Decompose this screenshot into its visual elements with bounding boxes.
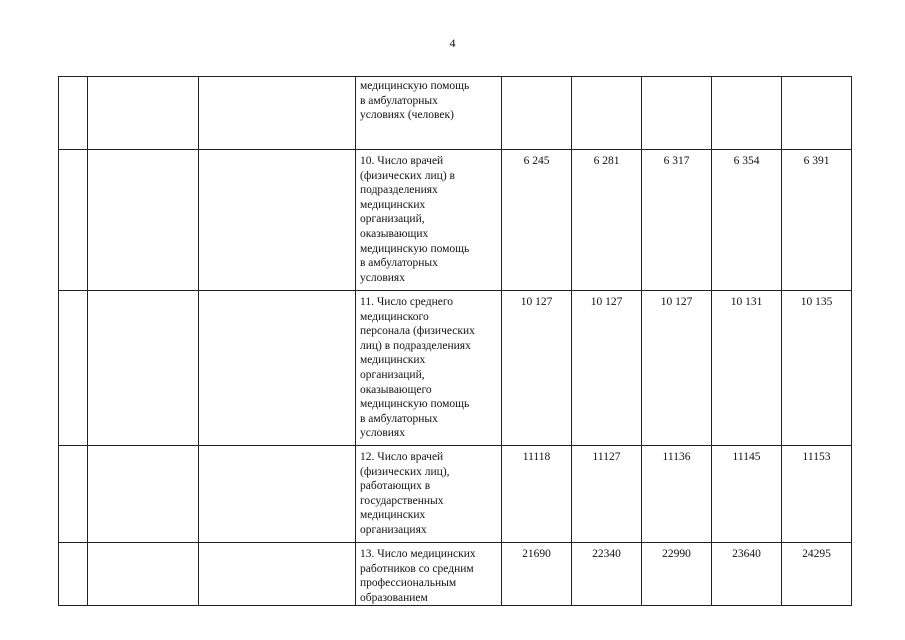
- empty-cell: [199, 446, 356, 543]
- indicator-text-line: подразделениях: [360, 184, 438, 197]
- indicator-cell: [356, 150, 502, 291]
- empty-cell: [88, 543, 199, 606]
- indicator-text-line: медицинских: [360, 198, 426, 211]
- indicator-text-line: в амбулаторных: [360, 257, 438, 270]
- value-cell: 10 127: [642, 291, 712, 446]
- value-cell: 21690: [502, 543, 572, 606]
- indicator-text-line: профессиональным: [360, 577, 457, 590]
- empty-cell: [199, 543, 356, 606]
- empty-cell: [88, 446, 199, 543]
- value-cell: 10 135: [782, 291, 852, 446]
- value-cell: 11145: [712, 446, 782, 543]
- indicator-text-line: оказывающих: [360, 227, 429, 240]
- empty-cell: [59, 77, 88, 150]
- indicator-text-line: медицинскую помощь: [360, 242, 470, 255]
- value-cell: 11118: [502, 446, 572, 543]
- table-row: [59, 543, 852, 606]
- value-cell: 6 281: [572, 150, 642, 291]
- empty-cell: [199, 150, 356, 291]
- indicator-text-line: лиц) в подразделениях: [360, 339, 471, 352]
- value-cell: [642, 77, 712, 150]
- indicator-cell: [356, 543, 502, 606]
- table-row: [59, 291, 852, 446]
- value-cell: 11153: [782, 446, 852, 543]
- table-row: [59, 77, 852, 150]
- indicator-text-line: 11. Число среднего: [360, 296, 454, 308]
- value-cell: [782, 77, 852, 150]
- empty-cell: [88, 77, 199, 150]
- indicator-text-line: 13. Число медицинских: [360, 548, 476, 560]
- indicator-text-line: организаций,: [360, 213, 425, 226]
- page-number: 4: [449, 36, 456, 50]
- empty-cell: [88, 291, 199, 446]
- value-cell: 6 391: [782, 150, 852, 291]
- value-cell: 10 127: [502, 291, 572, 446]
- indicator-cell: [356, 77, 502, 150]
- indicator-text-line: (физических лиц) в: [360, 169, 455, 182]
- indicator-text-line: условиях: [360, 271, 405, 284]
- indicator-text-line: государственных: [360, 494, 444, 507]
- indicator-text-line: работников со средним: [360, 562, 474, 575]
- indicator-text-line: персонала (физических: [360, 325, 475, 338]
- empty-cell: [199, 77, 356, 150]
- empty-cell: [59, 543, 88, 606]
- indicator-text-line: медицинского: [360, 310, 429, 323]
- empty-cell: [59, 291, 88, 446]
- indicator-text-line: медицинскую помощь: [360, 398, 470, 411]
- indicator-text-line: оказывающего: [360, 383, 432, 396]
- empty-cell: [59, 150, 88, 291]
- value-cell: [502, 77, 572, 150]
- value-cell: 22340: [572, 543, 642, 606]
- value-cell: 11136: [642, 446, 712, 543]
- value-cell: 22990: [642, 543, 712, 606]
- indicator-text-line: работающих в: [360, 480, 431, 493]
- indicator-text-line: (физических лиц),: [360, 465, 450, 478]
- empty-cell: [88, 150, 199, 291]
- value-cell: 6 354: [712, 150, 782, 291]
- value-cell: 6 245: [502, 150, 572, 291]
- indicator-text-line: организаций,: [360, 368, 425, 381]
- table-row: [59, 150, 852, 291]
- value-cell: 10 127: [572, 291, 642, 446]
- indicator-text-line: медицинскую помощь: [360, 80, 470, 92]
- indicator-text-line: в амбулаторных: [360, 412, 438, 425]
- indicator-text-line: 12. Число врачей: [360, 451, 444, 463]
- value-cell: 23640: [712, 543, 782, 606]
- value-cell: 24295: [782, 543, 852, 606]
- indicator-text-line: в амбулаторных: [360, 94, 438, 107]
- value-cell: [572, 77, 642, 150]
- indicator-text-line: условиях (человек): [360, 109, 454, 122]
- empty-cell: [59, 446, 88, 543]
- indicator-cell: [356, 291, 502, 446]
- indicator-text-line: медицинских: [360, 354, 426, 367]
- empty-cell: [199, 291, 356, 446]
- indicator-text-line: 10. Число врачей: [360, 155, 444, 167]
- value-cell: [712, 77, 782, 150]
- indicators-table: [58, 76, 852, 606]
- value-cell: 11127: [572, 446, 642, 543]
- value-cell: 6 317: [642, 150, 712, 291]
- table-row: [59, 446, 852, 543]
- indicator-text-line: организациях: [360, 523, 427, 536]
- indicator-text-line: условиях: [360, 427, 405, 440]
- indicator-text-line: медицинских: [360, 509, 426, 522]
- indicator-cell: [356, 446, 502, 543]
- value-cell: 10 131: [712, 291, 782, 446]
- indicator-text-line: образованием: [360, 591, 428, 604]
